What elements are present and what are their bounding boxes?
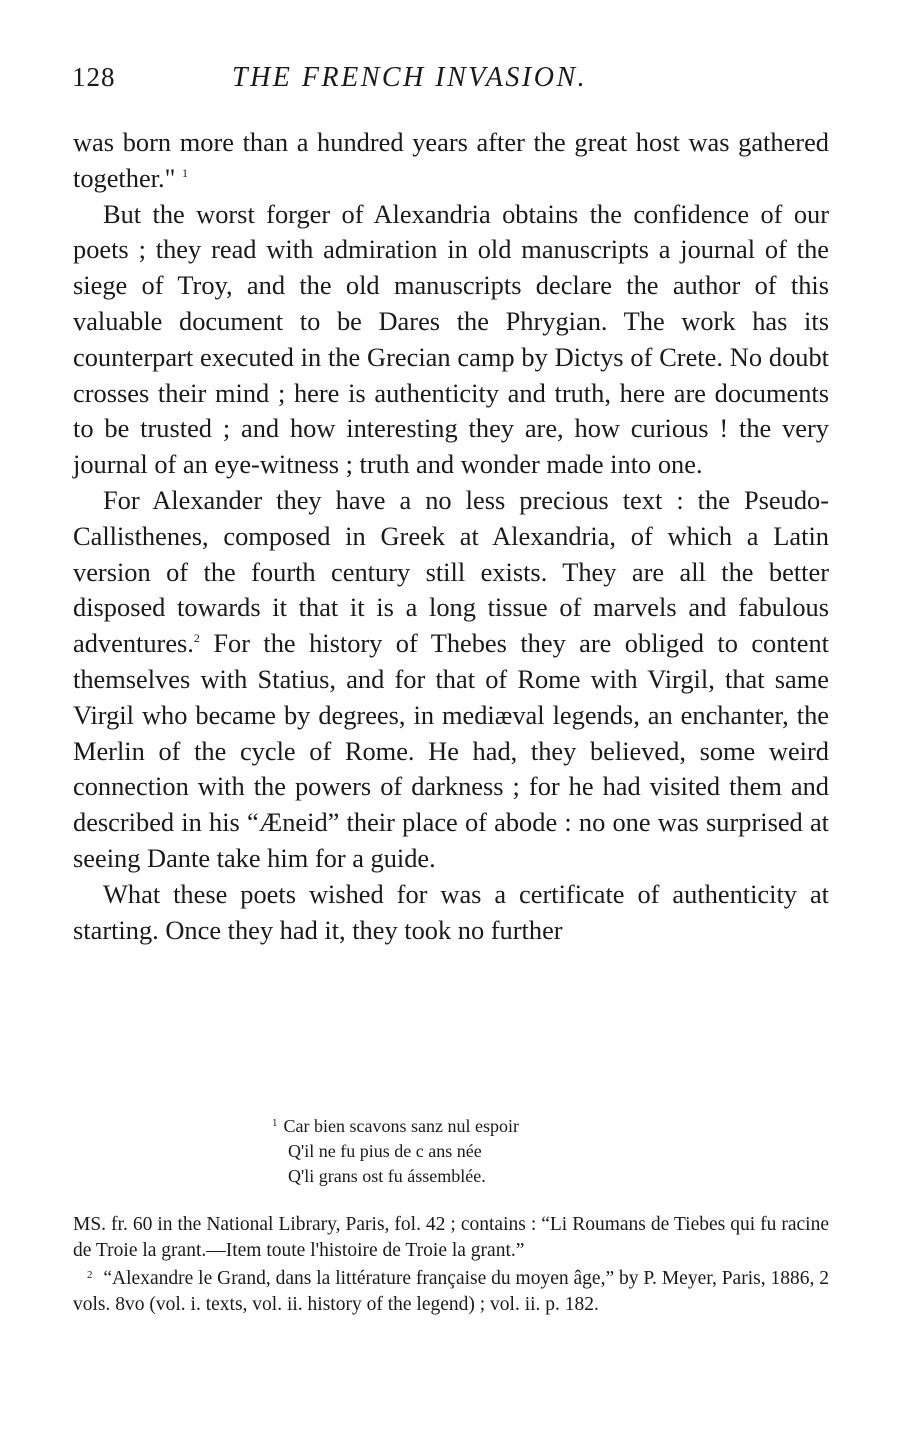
footnote-1-mark: 1 — [272, 1117, 278, 1129]
footnote-1-verse — [272, 1111, 692, 1189]
paragraph-3-text-a: For Alexander they have a no less precious text : the Pseudo-Callisthenes, composed in Greek at Alexandria, of which a Latin version of the fourth century still exists. They are all the better disposed towards it that it is a long tissue of marvels and fabulous adventures. — [73, 484, 829, 659]
paragraph-3 — [73, 483, 829, 877]
footnote-reference-1: 1 — [182, 165, 188, 180]
paragraph-2: But the worst forger of Alexandria obtains the confidence of our poets ; they read with admiration in old manuscripts a journal of the siege of Troy, and the old manuscripts declare the author of this valuable document to be Dares the Phrygian. The work has its counterpart executed in the Grecian camp by Dictys of Crete. No doubt crosses their mind ; here is authenticity and truth, here are documents to be trusted ; and how interesting they are, how curious ! the very journal of an eye-witness ; truth and wonder made into one. — [73, 198, 829, 480]
footnotes — [73, 1212, 829, 1317]
verse-line-1-text: Car bien scavons sanz nul espoir — [283, 1116, 519, 1136]
verse-line-2: Q'il ne fu pius de c ans née — [288, 1141, 482, 1161]
footnote-2-text: “Alexandre le Grand, dans la littérature française du moyen âge,” by P. Meyer, Paris, 1886, 2 vols. 8vo (vol. i. texts, vol. ii. history of the legend) ; vol. ii. p. 182. — [73, 1268, 829, 1315]
paragraph-continuation — [73, 125, 829, 197]
page-number: 128 — [72, 62, 116, 92]
footnote-2 — [73, 1263, 829, 1317]
paragraph-4: What these poets wished for was a certificate of authenticity at starting. Once they had it, they took no further — [73, 878, 829, 945]
verse-line-3: Q'li grans ost fu ássemblée. — [288, 1166, 486, 1186]
verse-line-1 — [272, 1111, 692, 1139]
paragraph-1-text: was born more than a hundred years after the great host was gathered together." — [73, 127, 829, 193]
footnote-2-mark: 2 — [87, 1269, 93, 1282]
footnote-1-text: MS. fr. 60 in the National Library, Paris, fol. 42 ; contains : “Li Roumans de Tiebes qui fu racine de Troie la grant.—Item toute l'histoire de Troie la grant.” — [73, 1214, 829, 1261]
running-title: THE FRENCH INVASION. — [232, 62, 588, 93]
page-header — [72, 62, 832, 102]
paragraph-3-text-b: For the history of Thebes they are obliged to content themselves with Statius, and for that of Rome with Virgil, that same Virgil who became by degrees, in mediæval legends, an enchanter, the Merlin of the cycle of Rome. He had, they believed, some weird connection with the powers of darkness ; for he had visited them and described in his “Æneid” their place of abode : no one was surprised at seeing Dante take him for a guide. — [73, 628, 829, 873]
main-text — [73, 125, 829, 948]
footnote-reference-2: 2 — [193, 631, 200, 646]
